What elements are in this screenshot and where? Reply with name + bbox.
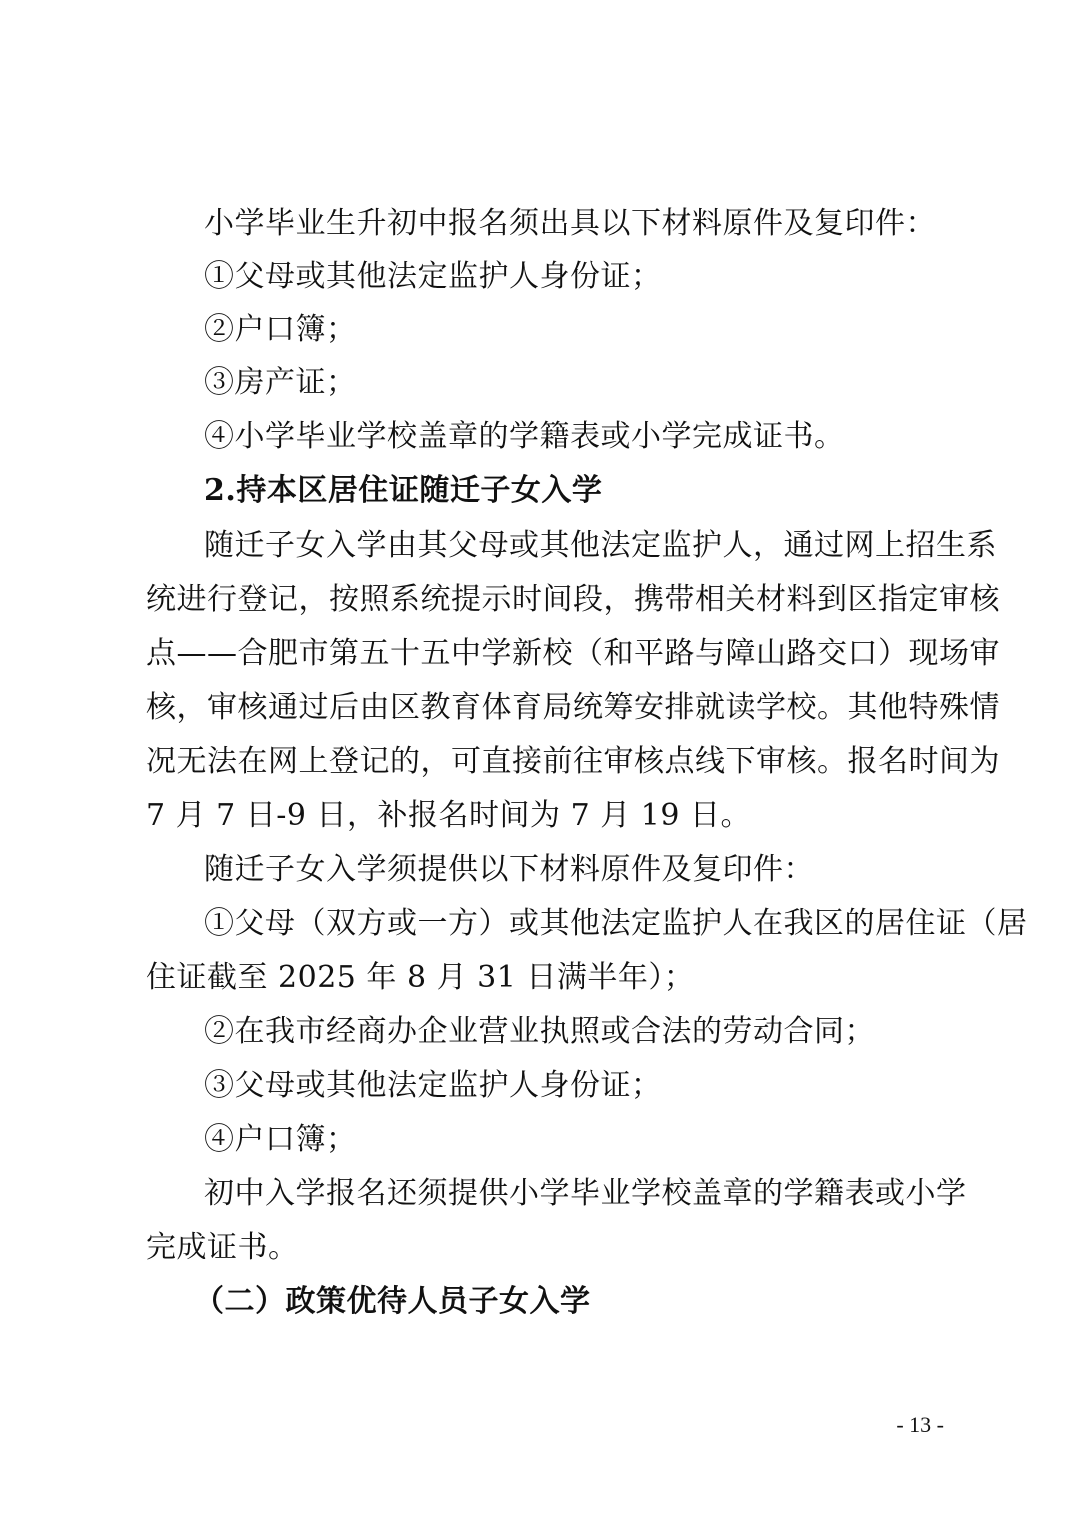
list-item: ③房产证； bbox=[204, 365, 357, 400]
text-line: 统进行登记，按照系统提示时间段，携带相关材料到区指定审核 bbox=[146, 582, 1000, 617]
text-line: 完成证书。 bbox=[146, 1230, 299, 1265]
list-item: ②在我市经商办企业营业执照或合法的劳动合同； bbox=[204, 1014, 875, 1049]
list-item: ①父母（双方或一方）或其他法定监护人在我区的居住证（居 bbox=[204, 906, 1028, 941]
text-line: 7 月 7 日-9 日，补报名时间为 7 月 19 日。 bbox=[146, 798, 751, 833]
list-item: ①父母或其他法定监护人身份证； bbox=[204, 259, 662, 294]
list-item: ④户口簿； bbox=[204, 1122, 357, 1157]
page-number: - 13 - bbox=[896, 1412, 944, 1437]
section-heading: 2.持本区居住证随迁子女入学 bbox=[204, 473, 603, 508]
list-item: ③父母或其他法定监护人身份证； bbox=[204, 1068, 662, 1103]
text-line: 核，审核通过后由区教育体育局统筹安排就读学校。其他特殊情 bbox=[146, 690, 1000, 725]
text-line: 住证截至 2025 年 8 月 31 日满半年）； bbox=[146, 960, 695, 995]
text-line: 随迁子女入学由其父母或其他法定监护人，通过网上招生系 bbox=[204, 528, 997, 563]
text-line: 初中入学报名还须提供小学毕业学校盖章的学籍表或小学 bbox=[204, 1176, 967, 1211]
section-heading: （二）政策优待人员子女入学 bbox=[194, 1284, 591, 1319]
text-line: 点——合肥市第五十五中学新校（和平路与障山路交口）现场审 bbox=[146, 636, 1000, 671]
list-item: ②户口簿； bbox=[204, 312, 357, 347]
text-line: 小学毕业生升初中报名须出具以下材料原件及复印件： bbox=[204, 206, 936, 241]
list-item: ④小学毕业学校盖章的学籍表或小学完成证书。 bbox=[204, 419, 845, 454]
text-line: 随迁子女入学须提供以下材料原件及复印件： bbox=[204, 852, 814, 887]
text-line: 况无法在网上登记的，可直接前往审核点线下审核。报名时间为 bbox=[146, 744, 1000, 779]
